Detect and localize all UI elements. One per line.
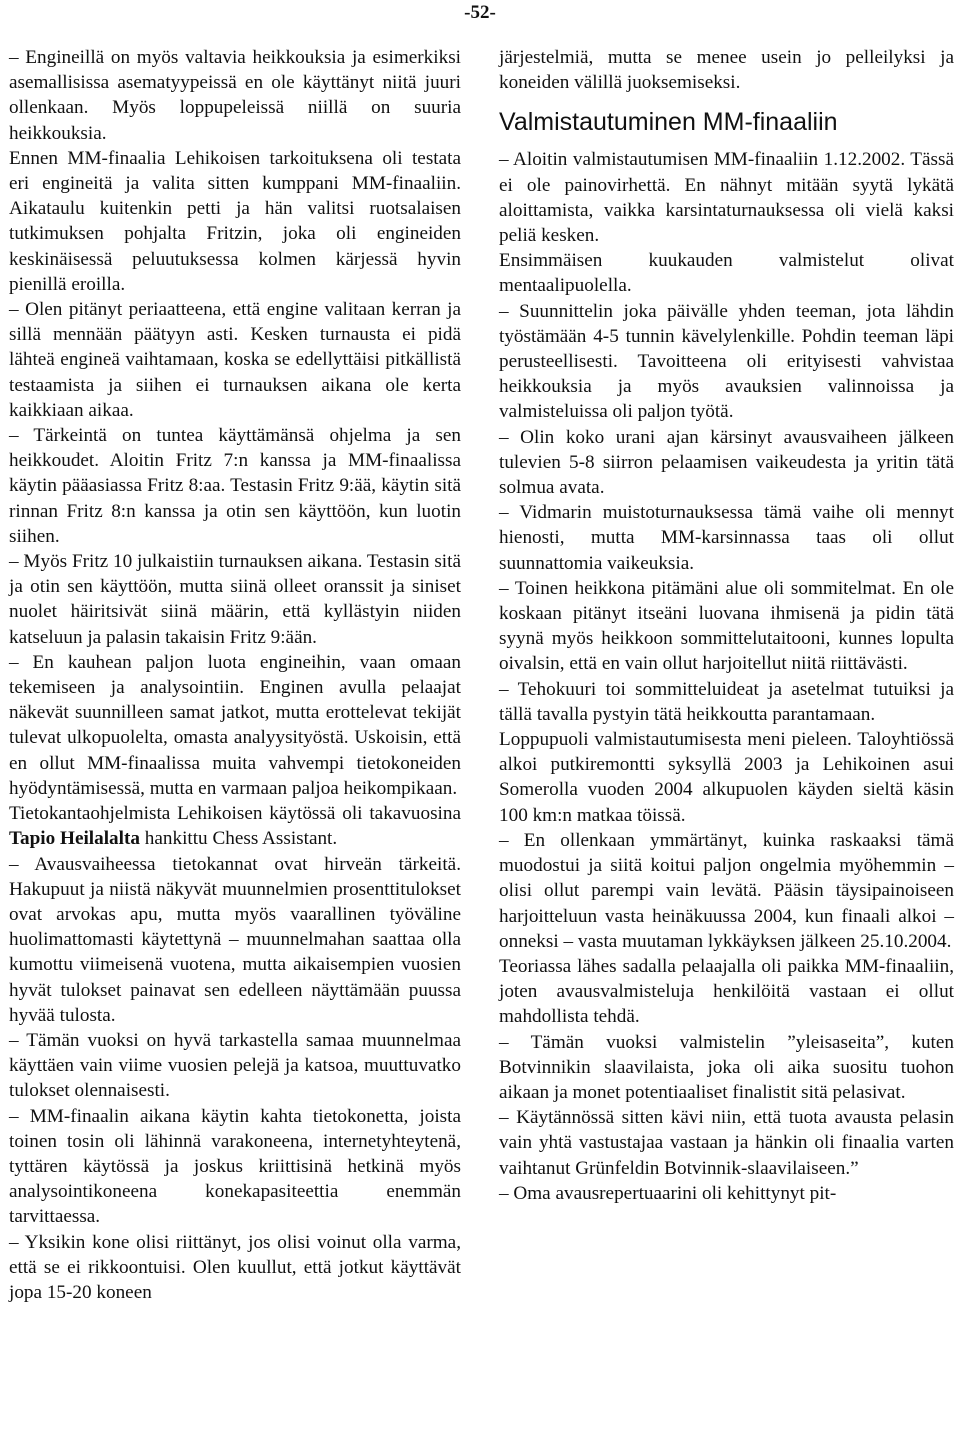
paragraph: – Vidmarin muistoturnauksessa tämä vaihe oli mennyt hienosti, mutta MM-karsinnassa taas oli ollut suunnattomia vaikeuksia. (499, 502, 954, 574)
paragraph: – En kauhean paljon luota engineihin, vaan omaan tekemiseen ja analysointiin. Enginen avulla pelaajat näkevät suunnilleen samat jatkot, mutta erottelevat tekijät tulevat ulkopuolelta, omasta analyysityöstä. Uskoisin, että en ollut MM-finaalissa muita vahvempi tietokoneiden hyödyntämisessä, mutta en varmaan paljoa heikompikaan. (9, 651, 461, 799)
paragraph: – Myös Fritz 10 julkaistiin turnauksen aikana. Testasin sitä ja otin sen käyttöön, mutta siinä olleet oranssit ja siniset nuolet häiritsivät siinä määrin, että kyllästyin niiden katseluun ja palasin takaisin Fritz 9:ään. (9, 551, 461, 648)
paragraph: – Tämän vuoksi on hyvä tarkastella samaa muunnelmaa käyttäen vain viime vuosien pelejä ja katsoa, muuttuvatko tulokset olennaisesti. (9, 1029, 461, 1102)
paragraph: – MM-finaalin aikana käytin kahta tietokonetta, joista toinen tosin oli lähinnä varakoneena, internetyhteytenä, tyttären käytössä ja joskus kriittisinä hetkinä myös analysointikoneena konekapasiteettia enemmän tarvittaessa. (9, 1105, 461, 1228)
paragraph: Loppupuoli valmistautumisesta meni pieleen. Taloyhtiössä alkoi putkiremontti syksyllä 2003 ja Lehikoinen asui Somerolla vuoden 2004 alkupuolen käyden sieltä käsin 100 km:n matkaa töissä. (499, 729, 954, 826)
paragraph: – Suunnittelin joka päivälle yhden teeman, jota lähdin työstämään 4-5 tunnin kävelylenkille. Pohdin teeman läpi perusteellisesti. Tavoitteena oli erityisesti vahvistaa heikkouksia ja myös avauksien valinnoissa ja valmisteluissa oli paljon työtä. (499, 300, 954, 423)
paragraph: – Engineillä on myös valtavia heikkouksia ja esimerkiksi asemallisissa asematyypeissä en ole käyttänyt niitä juuri ollenkaan. Myös loppupeleissä niillä on suuria heikkouksia. (9, 47, 461, 144)
section-heading: Valmistautuminen MM-finaaliin (499, 108, 838, 137)
paragraph: – Oma avausrepertuaarini oli kehittynyt pit- (499, 1182, 837, 1204)
right-column (499, 45, 954, 1206)
page-number: -52- (464, 2, 496, 23)
paragraph: – Toinen heikkona pitämäni alue oli sommitelmat. En ole koskaan pitänyt itseäni luovana ihmisenä ja pidin tätä syynä myös heikkoon sommittelutaitooni, kunnes lopulta oivalsin, että en vain ollut harjoitellut niitä riittävästi. (499, 577, 954, 675)
paragraph: – Avausvaiheessa tietokannat ovat hirveän tärkeitä. Hakupuut ja niistä näkyvät muunnelmien prosenttitulokset ovat arvokas apu, mutta myös vaarallinen työväline huolimattomasti käytettynä – muunnelmahan saattaa olla kumottu viimeisenä vuotena, mutta aikaisempien vuosien hyvät tulokset painavat sen edelleen näyttämään puussa hyvää tulosta. (9, 853, 461, 1026)
paragraph: Ensimmäisen kuukauden valmistelut olivat mentaalipuolella. (499, 250, 954, 297)
paragraph: – Yksikin kone olisi riittänyt, jos olisi voinut olla varma, että se ei rikkoontuisi. Olen kuullut, että jotkut käyttävät jopa 15-20 koneen (9, 1231, 461, 1303)
paragraph: – Tämän vuoksi valmistelin ”yleisaseita”, kuten Botvinnikin slaavilaista, joka oli aika suositu tuohon aikaan ja monet potentiaaliset finalistit sitä pelasivat. (499, 1031, 954, 1103)
paragraph (9, 801, 461, 851)
paragraph: – Olin koko urani ajan kärsinyt avausvaiheen jälkeen tulevien 5-8 siirron pelaamisen vaikeudesta ja yritin tätä solmua avata. (499, 426, 954, 499)
paragraph: – Tehokuuri toi sommitteluideat ja asetelmat tutuiksi ja tällä tavalla pystyin tätä heikkoutta parantamaan. (499, 678, 954, 725)
paragraph: – Tärkeintä on tuntea käyttämänsä ohjelma ja sen heikkoudet. Aloitin Fritz 7:n kanssa ja MM-finaalissa käytin pääasiassa Fritz 8:aa. Testasin Fritz 9:ää, käytin sitä rinnan Fritz 8:n kanssa ja otin sen käyttöön, kun luotin siihen. (9, 425, 461, 547)
paragraph: – En ollenkaan ymmärtänyt, kuinka raskaaksi tämä muodostui ja siitä koitui paljon ongelmia myöhemmin – olisi ollut parempi vain levätä. Pääsin täysipainoiseen harjoitteluun vasta heinäkuussa 2004, kun finaali alkoi – onneksi – vasta muutaman lykkäyksen jälkeen 25.10.2004. (499, 829, 954, 952)
paragraph: – Käytännössä sitten kävi niin, että tuota avausta pelasin vain yhtä vastustajaa vastaan ja hänkin oli finaalia varten vaihtanut Grünfeldin Botvinnik-slaavilaiseen.” (499, 1107, 954, 1179)
paragraph: järjestelmiä, mutta se menee usein jo pelleilyksi ja koneiden välillä juoksemiseksi. (499, 47, 954, 94)
paragraph: Ennen MM-finaalia Lehikoisen tarkoituksena oli testata eri engineitä ja valita sitten kumppani MM-finaaliin. Aikataulu kuitenkin petti ja hän valitsi ruotsalaisen tutkimuksen pohjalta Fritzin, joka oli engineiden keskinäisessä peluutuksessa kolmen kärjessä hyvin pienillä eroilla. (9, 147, 461, 295)
person-name-bold: Tapio Heilalalta (9, 828, 140, 850)
paragraph: Teoriassa lähes sadalla pelaajalla oli paikka MM-finaaliin, joten avausvalmisteluja henkilöitä vastaan ei ollut mahdollista tehdä. (499, 955, 954, 1028)
paragraph: – Olen pitänyt periaatteena, että engine valitaan kerran ja sillä mennään päätyyn asti. Kesken turnausta ei pidä lähteä engineä vaihtamaan, koska se edellyttäisi pitkällistä testaamista ja siihen ei turnauksen aikana ole kerta kaikkiaan aikaa. (9, 299, 461, 421)
left-column (9, 45, 461, 1305)
paragraph: – Aloitin valmistautumisen MM-finaaliin 1.12.2002. Tässä ei ole painovirhettä. En nähnyt mitään syytä lykätä aloittamista, vaikka karsintaturnauksessa oli vielä kaksi peliä kesken. (499, 149, 954, 247)
paragraph-text: Tietokantaohjelmista Lehikoisen käytössä oli takavuosina (9, 803, 461, 825)
paragraph-text: hankittu Chess Assistant. (139, 828, 338, 850)
